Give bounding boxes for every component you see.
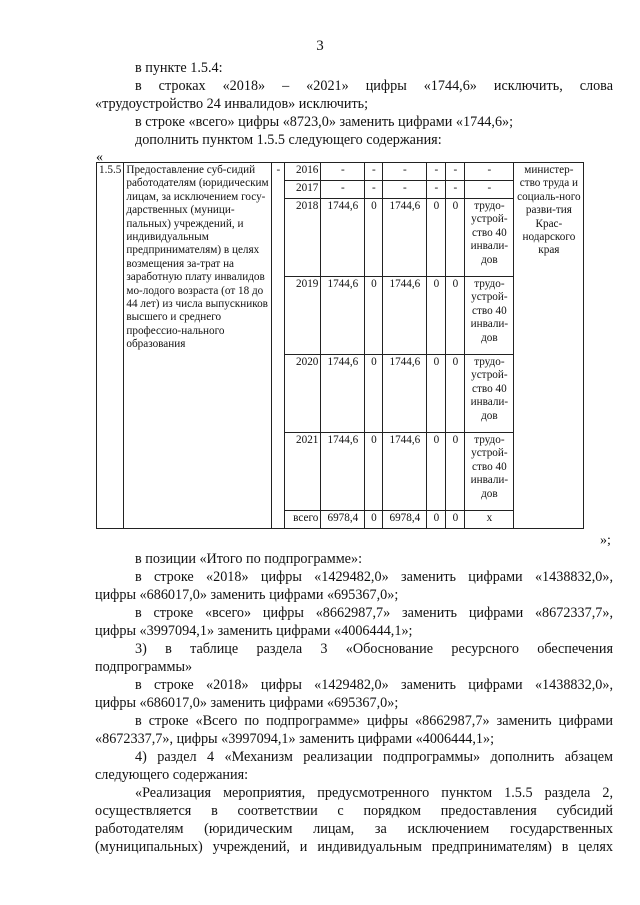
cell: 1744,6 [383,433,427,511]
cell: - [365,181,383,199]
result-cell: трудо-устрой-ство 40 инвали-дов [465,277,514,355]
cell: - [446,163,465,181]
executor: министер-ство труда и социаль-ного разви-тия Крас-нодарского края [514,163,584,529]
cell: 0 [427,433,446,511]
text-line: 3) в таблице раздела 3 «Обоснование ресурсного обеспечения [135,641,613,657]
cell: 0 [446,277,465,355]
result-cell: х [465,511,514,529]
year-cell: 2019 [285,277,321,355]
text-line: цифры «686017,0» заменить цифрами «695367,0»; [95,695,399,711]
cell: 0 [365,355,383,433]
cell: - [321,163,365,181]
program-table [96,162,584,529]
text-line: (муниципальных) учреждений, и индивидуальным предпринимателям) в целях [95,839,613,855]
cell: 0 [427,511,446,529]
year-cell: всего [285,511,321,529]
text-line: «8672337,7», цифры «3997094,1» заменить цифрами «4006444,1»; [95,731,495,747]
cell: 1744,6 [321,433,365,511]
cell: 0 [446,511,465,529]
cell: 0 [365,199,383,277]
cell: - [383,181,427,199]
year-cell: 2018 [285,199,321,277]
cell: 0 [365,277,383,355]
text-line: следующего содержания: [95,767,249,783]
cell: - [427,181,446,199]
text-line: работодателям (юридическим лицам, за исключением государственных [95,821,613,837]
text-line: цифры «686017,0» заменить цифрами «695367,0»; [95,587,399,603]
cell: 0 [427,355,446,433]
cell: 0 [427,199,446,277]
result-cell: трудо-устрой-ство 40 инвали-дов [465,199,514,277]
cell: 1744,6 [321,355,365,433]
cell: 1744,6 [383,355,427,433]
cell: 0 [365,511,383,529]
text-line: дополнить пунктом 1.5.5 следующего содержания: [135,132,442,148]
cell: 0 [446,199,465,277]
text-line: в строке «всего» цифры «8723,0» заменить цифрами «1744,6»; [135,114,514,130]
text-line: в строке «Всего по подпрограмме» цифры «8662987,7» заменить цифрами [135,713,613,729]
text-line: в строках «2018» – «2021» цифры «1744,6» исключить, слова [135,78,613,94]
cell: - [321,181,365,199]
quote-close: »; [600,533,611,548]
cell: 1744,6 [321,199,365,277]
page-number: 3 [316,38,324,54]
text-line: в позиции «Итого по подпрограмме»: [135,551,363,567]
item-description: Предоставление суб-сидий работодателям (юридическим лицам, за исключением госу-дарственных (муници-пальных) учреждений, и индивидуальным предпринимателям) в целях возмещения за-трат на заработную плату инвалидов мо-лодого возраста (от 18 до 44 лет) из числа выпускников высшего и среднего профессио-нального образования [124,163,272,529]
text-line: 4) раздел 4 «Механизм реализации подпрограммы» дополнить абзацем [135,749,613,765]
result-cell: трудо-устрой-ство 40 инвали-дов [465,433,514,511]
text-line: «трудоустройство 24 инвалидов» исключить; [95,96,369,112]
quote-open: « [96,150,103,165]
cell: 0 [427,277,446,355]
cell: - [427,163,446,181]
cell: 1744,6 [383,277,427,355]
year-cell: 2017 [285,181,321,199]
source-dash: - [272,163,285,529]
year-cell: 2016 [285,163,321,181]
cell: 0 [365,433,383,511]
year-cell: 2020 [285,355,321,433]
text-line: в пункте 1.5.4: [135,60,223,76]
result-cell: - [465,181,514,199]
cell: 6978,4 [383,511,427,529]
cell: 0 [446,355,465,433]
text-line: подпрограммы» [95,659,193,675]
result-cell: - [465,163,514,181]
text-line: в строке «2018» цифры «1429482,0» заменить цифрами «1438832,0», [135,569,613,585]
text-line: осуществляется в соответствии с порядком предоставления субсидий [95,803,613,819]
cell: - [446,181,465,199]
cell: 1744,6 [383,199,427,277]
cell: 6978,4 [321,511,365,529]
year-cell: 2021 [285,433,321,511]
cell: - [365,163,383,181]
text-line: цифры «3997094,1» заменить цифрами «4006444,1»; [95,623,413,639]
cell: 0 [446,433,465,511]
cell: - [383,163,427,181]
text-line: в строке «2018» цифры «1429482,0» заменить цифрами «1438832,0», [135,677,613,693]
item-number: 1.5.5 [97,163,124,529]
text-line: «Реализация мероприятия, предусмотренного пунктом 1.5.5 раздела 2, [135,785,613,801]
result-cell: трудо-устрой-ство 40 инвали-дов [465,355,514,433]
text-line: в строке «всего» цифры «8662987,7» заменить цифрами «8672337,7», [135,605,613,621]
cell: 1744,6 [321,277,365,355]
